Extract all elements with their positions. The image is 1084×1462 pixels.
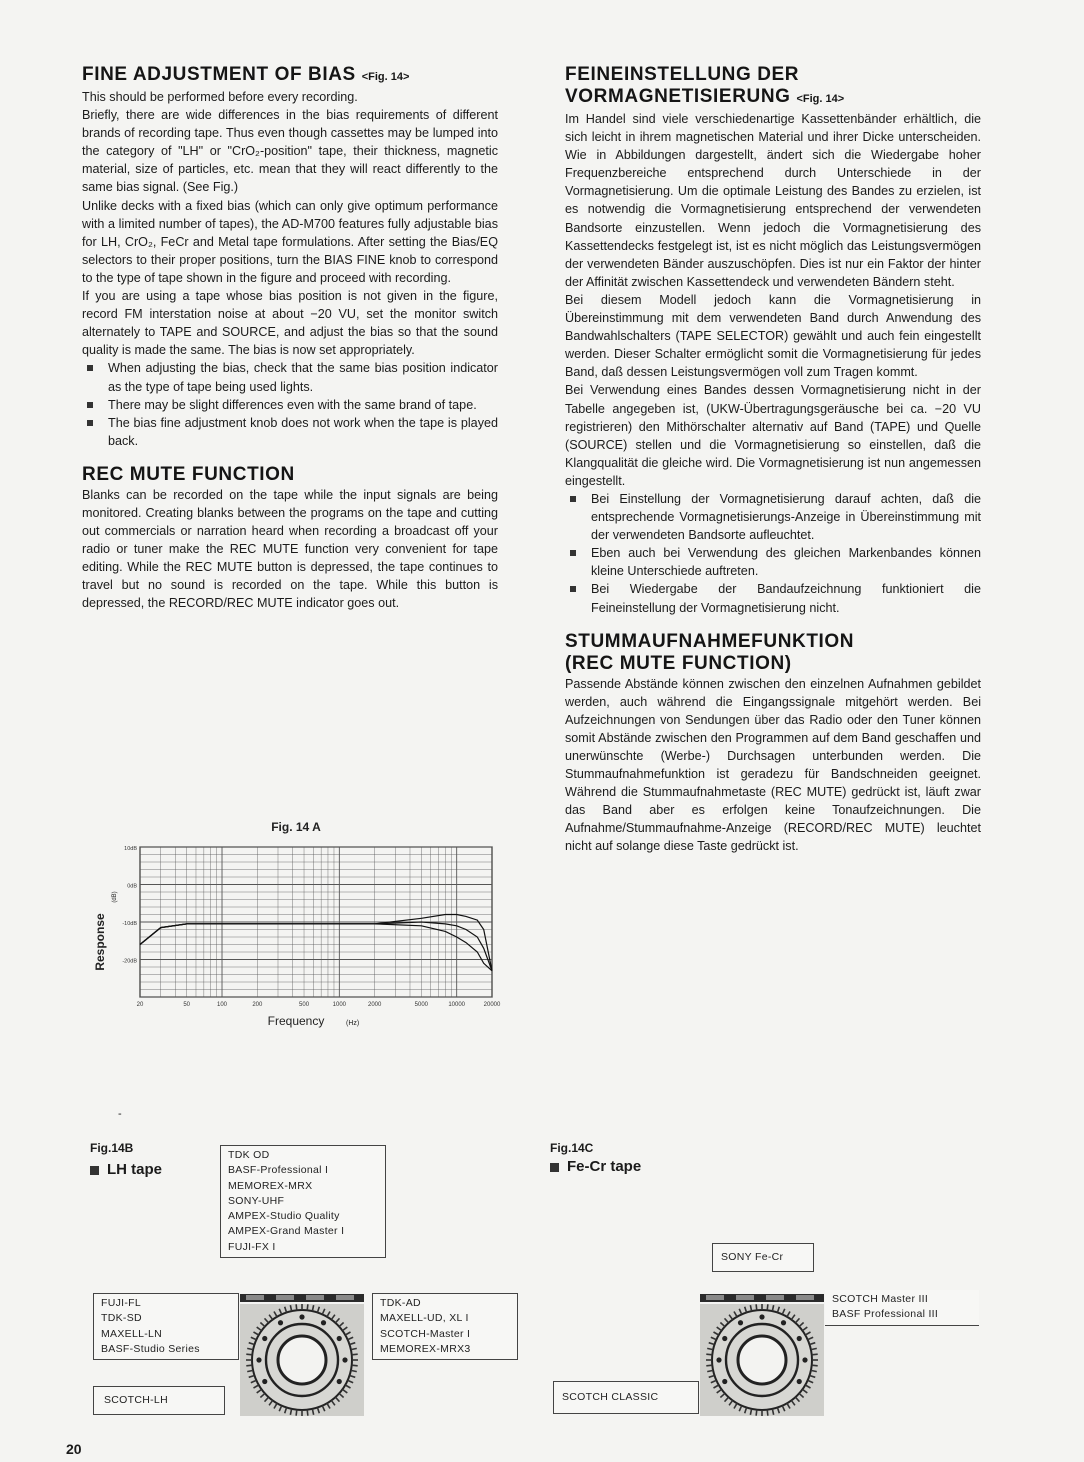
tape-brand-item: MAXELL-UD, XL I [380,1312,469,1325]
frequency-response-chart [82,815,502,1030]
knob-notch [352,1354,358,1355]
tape-brand-item: TDK-AD [380,1297,421,1309]
knob-center [738,1336,786,1384]
fig-ref: <Fig. 14> [361,71,410,83]
fig14b-left-list [93,1293,239,1360]
left-column [82,64,498,613]
knob-notch [767,1410,768,1416]
y-axis-unit: (dB) [112,891,118,903]
list-item: When adjusting the bias, check that the same bias position indicator as the type of tape being used lights. [82,359,498,395]
knob-notch [756,1304,757,1310]
x-tick-label: 1000 [332,1002,347,1008]
x-tick-label: 10000 [448,1002,466,1008]
x-tick-label: 20000 [483,1002,501,1008]
tape-brand-item: SCOTCH Master III [832,1293,929,1305]
x-axis-label: Frequency [267,1014,325,1028]
position-marker [797,1379,802,1384]
indicator-lamp [306,1295,324,1300]
x-tick-label: 5000 [414,1002,429,1008]
knob-notch [246,1365,252,1366]
paragraph: Im Handel sind viele verschiedenartige Kassettenbänder erhältlich, die sich leicht in ihrem magnetischen Material und ihrer Dicke unterscheiden. Wie in Abbildungen dargestellt, ändert sich die Wiedergabe hoher Frequenzbereiche entsprechend durch Unterschiede in der Vormagnetisierung. Um die optimale Leistung des Bandes zu erzielen, ist es notwendig die Vormagnetisierung entsprechend der verwendeten Bandsorte einzustellen. Wenn jedoch die Vormagnetisierung des Kassettendecks festgelegt ist, ist es nicht möglich das Leistungsvermögen der verwendeten Bänder auszuschöpfen. Dies ist nur ein Faktor der hinter der Affinität zwischen Kassettendeck und verwendeten Bändern steht. [565,112,981,289]
paragraph: Briefly, there are wide differences in the bias requirements of different brands of recording tape. Thus even though cassettes may be lumped into the category of "LH" or "CrO₂-position" tape, their thickness, magnetic material, size of particles, etc. mean that they will react differently to the same bias signal. (See Fig.) [82,108,498,195]
x-tick-label: 2000 [367,1002,382,1008]
tape-brand-item: SCOTCH CLASSIC [562,1391,659,1403]
y-axis-label: Response [93,913,107,971]
position-marker [716,1357,721,1362]
knob-notch [307,1304,308,1310]
y-tick-label: 10dB [124,846,137,852]
position-marker [262,1336,267,1341]
knob-notch [812,1354,818,1355]
list-item: There may be slight differences even with the same brand of tape. [82,396,498,414]
fig14c-right-list [825,1290,979,1326]
paragraph: Passende Abstände können zwischen den einzelnen Aufnahmen gebildet werden, auch während die Eingangssignale mitgehört werden. Bei Aufzeichnungen von Sendungen über das Radio oder den Tuner können somit Abstände zwischen den Programmen auf dem Band geschaffen und unerwünschte (Werbe-) Durchsagen unterbunden werden. Die Stummaufnahmefunktion ist geradezu für Bandschneiden geeignet. Während die Stummaufnahmetaste (REC MUTE) gedrückt ist, läuft zwar das Band aber es erfolgen keine Tonaufzeichnungen. Die Aufnahme/Stummaufnahme-Anzeige (RECORD/REC MUTE) leuchtet nicht auf solange diese Taste gedrückt ist. [565,676,981,854]
chart-title: Fig. 14 A [271,820,321,834]
list-item: Bei Einstellung der Vormagnetisierung darauf achten, daß die entsprechende Vormagnetisierungs-Anzeige in Übereinstimmung mit der verwendeten Bandsorte aufleuchtet. [565,490,981,544]
tape-brand-item: TDK OD [228,1149,270,1161]
paragraph: Bei diesem Modell jedoch kann die Vormagnetisierung in Übereinstimmung mit dem verwendeten Band durch Anwendung des Bandwahlschalters (TAPE SELECTOR) gewählt und auch fein eingestellt werden. Dieser Schalter ermöglicht somit die Vormagnetisierung für jedes Band, daß dessen Leistungsvermögen voll zum Tragen kommt. [565,292,981,380]
position-marker [802,1357,807,1362]
fig14b-top-list [220,1145,386,1258]
indicator-lamp [706,1295,724,1300]
position-marker [321,1320,326,1325]
bullet-list [565,490,981,617]
y-tick-label: 0dB [127,883,137,890]
position-marker [759,1314,764,1319]
bullet-list [82,359,498,449]
x-tick-label: 20 [136,1002,144,1008]
tape-brand-item: FUJI-FL [101,1297,142,1309]
position-marker [738,1320,743,1325]
position-marker [278,1320,283,1325]
knob-notch [706,1365,712,1366]
fig14b-label: Fig.14B [90,1141,134,1155]
tape-brand-item: TDK-SD [101,1312,142,1325]
chart-svg [82,815,502,1030]
fig14c-label: Fig.14C [550,1141,594,1155]
paragraph: Blanks can be recorded on the tape while the input signals are being monitored. Creating blanks between the programs on the tape and cutting out commercials or narration heard when recording a broadcast off your radio or tuner make the REC MUTE function very convenient for tape editing. While the REC MUTE button is depressed, the tape continues to travel but no sound is recorded on the tape. While this button is depressed, the RECORD/REC MUTE indicator goes out. [82,487,498,611]
knob-notch [812,1365,818,1366]
fig14c-tape-label: Fe-Cr tape [550,1158,641,1175]
square-bullet-icon [550,1163,559,1172]
knob-notch [296,1410,297,1416]
x-tick-label: 100 [217,1002,228,1008]
position-marker [337,1379,342,1384]
position-marker [342,1357,347,1362]
heading-stummaufnahme: STUMMAUFNAHMEFUNKTION (REC MUTE FUNCTION) [565,630,855,674]
indicator-lamp [766,1295,784,1300]
position-marker [299,1314,304,1319]
x-tick-label: 200 [252,1002,263,1008]
indicator-lamp [796,1295,814,1300]
square-bullet-icon [90,1166,99,1175]
knob-notch [756,1410,757,1416]
right-column [565,64,981,856]
tape-brand-item: MEMOREX-MRX [228,1179,313,1192]
x-axis-unit: (Hz) [346,1020,360,1027]
tape-brand-item: AMPEX-Studio Quality [228,1210,340,1223]
tape-brand-item: FUJI-FX I [228,1240,276,1253]
knob-notch [706,1354,712,1355]
bias-knob-icon [236,1290,368,1422]
tape-brand-item: SCOTCH-LH [104,1394,168,1406]
tape-brand-item: MAXELL-LN [101,1327,163,1340]
fig14b-bottom-list [93,1386,225,1415]
knob-notch [296,1304,297,1310]
tape-brand-item: SCOTCH-Master I [380,1327,471,1340]
heading-rec-mute: REC MUTE FUNCTION [82,463,295,485]
paragraph: Unlike decks with a fixed bias (which can only give optimum performance with a limited number of tapes), the AD-M700 features fully adjustable bias for LH, CrO₂, FeCr and Metal tape formulations. After setting the Bias/EQ selectors to their proper positions, turn the BIAS FINE knob to correspond to the type of tape shown in the figure and proceed with recording. [82,198,498,285]
position-marker [781,1320,786,1325]
tape-brand-item: SONY-UHF [228,1194,285,1207]
fig14c-top-list [712,1243,814,1272]
indicator-lamp [736,1295,754,1300]
tape-brand-item: MEMOREX-MRX3 [380,1342,471,1355]
x-tick-label: 500 [299,1002,310,1008]
knob-notch [767,1304,768,1310]
heading-feineinstellung: FEINEINSTELLUNG DER VORMAGNETISIERUNG <Fig. 14> [565,64,845,107]
knob-notch [307,1410,308,1416]
position-marker [722,1336,727,1341]
heading-fine-adjustment: FINE ADJUSTMENT OF BIAS <Fig. 14> [82,64,410,85]
knob-center [278,1336,326,1384]
indicator-lamp [276,1295,294,1300]
indicator-lamp [246,1295,264,1300]
tape-brand-item: BASF Professional III [832,1308,939,1321]
paragraph: Bei Verwendung eines Bandes dessen Vormagnetisierung nicht in der Tabelle angegeben ist, (UKW-Übertragungsgeräusche bei ca. −20 VU registrieren) den Mithörschalter alternativ auf Band (TAPE) und Quelle (SOURCE) stellen und die Vormagnetisierung so einstellen, daß die Klangqualität die gleiche wird. Die Vormagnetisierung ist nun angemessen eingestellt. [565,383,981,488]
list-item: Bei Wiedergabe der Bandaufzeichnung funktioniert die Feineinstellung der Vormagnetisierung nicht. [565,580,981,616]
tape-brand-item: BASF-Studio Series [101,1342,200,1355]
fig14b-right-list [372,1293,518,1360]
paragraph: If you are using a tape whose bias position is not given in the figure, record FM interstation noise at about −20 VU, set the monitor switch alternately to TAPE and SOURCE, and adjust the bias so that the sound quality is made the same. The bias is now set appropriately. [82,289,498,358]
list-item: The bias fine adjustment knob does not work when the tape is played back. [82,414,498,450]
tape-brand-item: BASF-Professional I [228,1164,329,1177]
series-line [140,924,492,971]
y-tick-label: -10dB [122,921,137,927]
fig-ref: <Fig. 14> [796,93,845,105]
fig14b-tape-label: LH tape [90,1161,162,1178]
intro-text: This should be performed before every recording. [82,90,358,104]
indicator-lamp [336,1295,354,1300]
tape-brand-item: SONY Fe-Cr [721,1251,784,1263]
position-marker [262,1379,267,1384]
knob-notch [246,1354,252,1355]
position-marker [337,1336,342,1341]
knob-notch [352,1365,358,1366]
fig14c-bottom-list [553,1381,699,1414]
x-tick-label: 50 [183,1002,191,1008]
position-marker [722,1379,727,1384]
page-number: 20 [66,1441,82,1457]
bias-knob-icon [696,1290,828,1422]
list-item: Eben auch bei Verwendung des gleichen Markenbandes können kleine Unterschiede auftreten. [565,544,981,580]
tape-brand-item: AMPEX-Grand Master I [228,1225,345,1238]
y-tick-label: -20dB [122,958,137,965]
position-marker [797,1336,802,1341]
position-marker [256,1357,261,1362]
stray-mark: - [118,1108,122,1120]
